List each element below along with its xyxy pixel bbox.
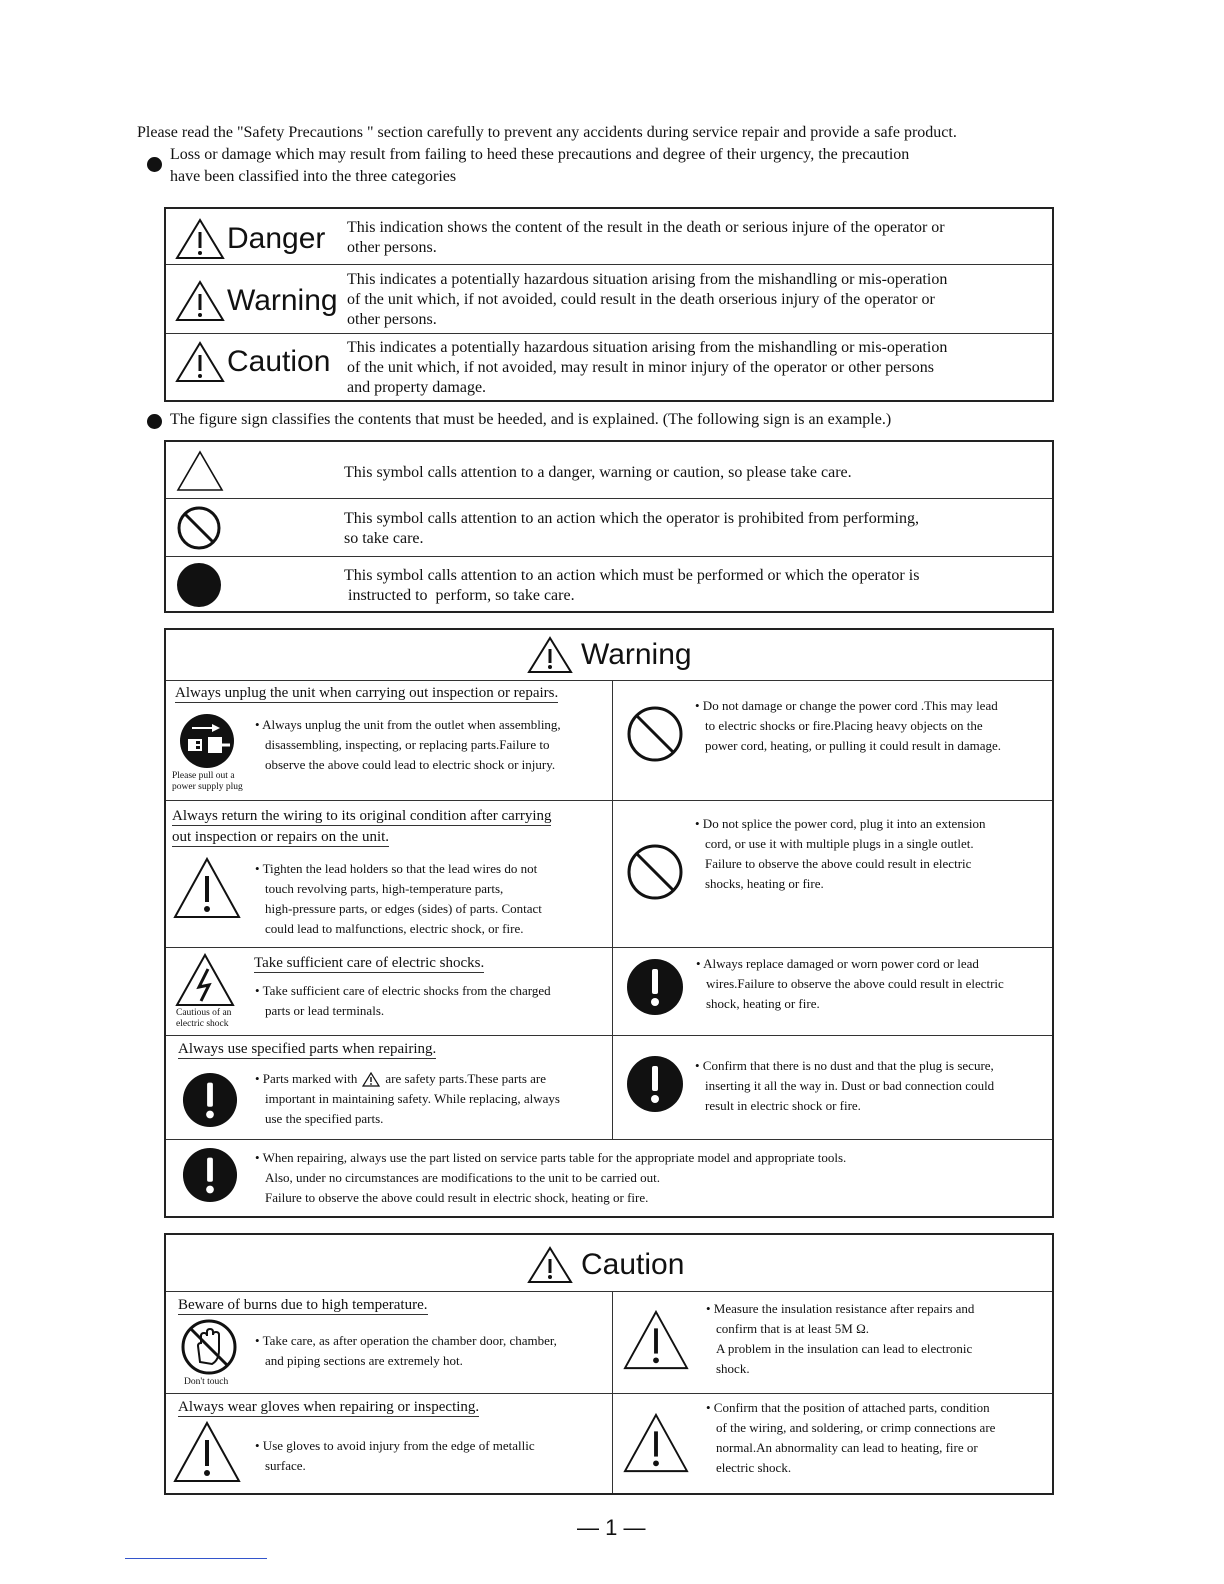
- warning-section-title: Warning: [581, 638, 692, 671]
- filled-circle-icon: [176, 562, 222, 608]
- bullet-dot: [147, 157, 162, 172]
- caution-word: Caution: [227, 345, 331, 378]
- warning-word: Warning: [227, 284, 338, 317]
- page-number: — 1 —: [577, 1515, 646, 1540]
- prohibited-icon: [626, 843, 684, 901]
- mandatory-action-icon: [182, 1072, 238, 1128]
- c-r1-left-heading: Beware of burns due to high temperature.: [178, 1297, 428, 1313]
- danger-description: This indication shows the content of the result in the death or serious injure of the operator or other persons.: [347, 219, 945, 256]
- mandatory-action-icon: [626, 958, 684, 1016]
- w-r3-left-text: • Take sufficient care of electric shocks from the charged parts or lead terminals.: [255, 983, 551, 1018]
- mandatory-action-icon: [182, 1147, 238, 1203]
- w-r4-left-text: • Parts marked with are safety parts.These parts are important in maintaining safety. While replacing, always use the specified parts.: [255, 1071, 560, 1126]
- triangle-alert-icon: [175, 218, 225, 260]
- caution-section-header: [527, 1246, 684, 1284]
- mandatory-action-icon: [626, 1055, 684, 1113]
- symbol-text-3: This symbol calls attention to an action which must be performed or which the operator is instructed to perform, so take care.: [344, 567, 920, 604]
- triangle-alert-icon: [622, 1412, 690, 1474]
- electric-shock-caption: Cautious of an electric shock: [176, 1008, 232, 1029]
- prohibited-icon: [626, 705, 684, 763]
- w-r4-left-heading: Always use specified parts when repairing.: [178, 1041, 437, 1057]
- c-r2-left-text: • Use gloves to avoid injury from the edge of metallic surface.: [255, 1438, 535, 1473]
- c-r1-left-text: • Take care, as after operation the chamber door, chamber, and piping sections are extremely hot.: [255, 1333, 557, 1368]
- caution-description: This indicates a potentially hazardous situation arising from the mishandling or mis-operation of the unit which, if not avoided, may result in minor injury of the operator or other persons and property damage.: [347, 339, 948, 396]
- w-r1-left-text: • Always unplug the unit from the outlet when assembling, disassembling, inspecting, or replacing parts.Failure to observe the above could lead to electric shock or injury.: [255, 717, 561, 772]
- triangle-alert-icon: [175, 280, 225, 322]
- triangle-alert-icon: [622, 1309, 690, 1371]
- w-r1-right-text: • Do not damage or change the power cord .This may lead to electric shocks or fire.Placing heavy objects on the power cord, heating, or pulling it could result in damage.: [695, 698, 1002, 753]
- figure-sign-intro: The figure sign classifies the contents that must be heeded, and is explained. (The following sign is an example.): [170, 411, 892, 428]
- w-r2-left-text: • Tighten the lead holders so that the lead wires do not touch revolving parts, high-temperature parts, high-pressure parts, or edges (sides) of parts. Contact could lead to malfunctions, electric shock, or fire.: [255, 861, 542, 936]
- warning-section-header: [527, 636, 692, 674]
- triangle-alert-icon: [527, 1246, 573, 1284]
- footer-rule: [125, 1558, 267, 1559]
- unplug-caption: Please pull out a power supply plug: [172, 771, 243, 792]
- safety-part-mark-icon: [362, 1072, 380, 1087]
- triangle-alert-icon: [175, 341, 225, 383]
- warning-label: [175, 280, 338, 322]
- intro-line-3: have been classified into the three categories: [170, 168, 457, 185]
- danger-word: Danger: [227, 222, 326, 255]
- triangle-alert-icon: [172, 856, 242, 920]
- dont-touch-icon: [180, 1318, 238, 1376]
- intro-line-2: Loss or damage which may result from failing to heed these precautions and degree of their urgency, the precaution: [170, 146, 910, 163]
- bullet-dot: [147, 414, 162, 429]
- w-r2-right-text: • Do not splice the power cord, plug it into an extension cord, or use it with multiple plugs in a single outlet. Failure to observe the above could result in electric shocks, heating or fire.: [695, 816, 986, 891]
- triangle-alert-icon: [176, 450, 224, 492]
- w-r3-left-heading: Take sufficient care of electric shocks.: [254, 955, 485, 971]
- c-r2-left-heading: Always wear gloves when repairing or inspecting.: [178, 1399, 480, 1415]
- triangle-alert-icon: [527, 636, 573, 674]
- unplug-icon: [178, 712, 236, 770]
- electric-shock-icon: [175, 953, 235, 1007]
- danger-label: [175, 218, 325, 260]
- triangle-alert-icon: [172, 1420, 242, 1484]
- warning-description: This indicates a potentially hazardous situation arising from the mishandling or mis-operation of the unit which, if not avoided, could result in the death orserious injury of the operator or other persons.: [347, 271, 948, 328]
- w-r2-left-heading: Always return the wiring to its original condition after carrying out inspection or repairs on the unit.: [172, 808, 552, 845]
- caution-label: [175, 341, 330, 383]
- w-r3-right-text: • Always replace damaged or worn power cord or lead wires.Failure to observe the above could result in electric shock, heating or fire.: [696, 956, 1004, 1011]
- symbol-text-1: This symbol calls attention to a danger, warning or caution, so please take care.: [344, 464, 852, 481]
- caution-section-title: Caution: [581, 1248, 685, 1281]
- c-r2-right-text: • Confirm that the position of attached parts, condition of the wiring, and soldering, or crimp connections are normal.An abnormality can lead to heating, fire or electric shock.: [706, 1400, 996, 1475]
- intro-line-1: Please read the "Safety Precautions " section carefully to prevent any accidents during service repair and provide a safe product.: [137, 124, 957, 141]
- dont-touch-caption: Don't touch: [184, 1377, 229, 1387]
- c-r1-right-text: • Measure the insulation resistance after repairs and confirm that is at least 5M Ω. A problem in the insulation can lead to electronic shock.: [706, 1301, 975, 1376]
- symbol-text-2: This symbol calls attention to an action which the operator is prohibited from performing, so take care.: [344, 510, 919, 547]
- w-r5-text: • When repairing, always use the part listed on service parts table for the appropriate model and appropriate tools. Also, under no circumstances are modifications to the unit to be carried out. Failure to observe the above could result in electric shock, heating or fire.: [255, 1150, 847, 1205]
- w-r1-left-heading: Always unplug the unit when carrying out inspection or repairs.: [175, 685, 559, 701]
- prohibited-icon: [176, 505, 222, 551]
- w-r4-right-text: • Confirm that there is no dust and that the plug is secure, inserting it all the way in. Dust or bad connection could result in electric shock or fire.: [695, 1058, 995, 1113]
